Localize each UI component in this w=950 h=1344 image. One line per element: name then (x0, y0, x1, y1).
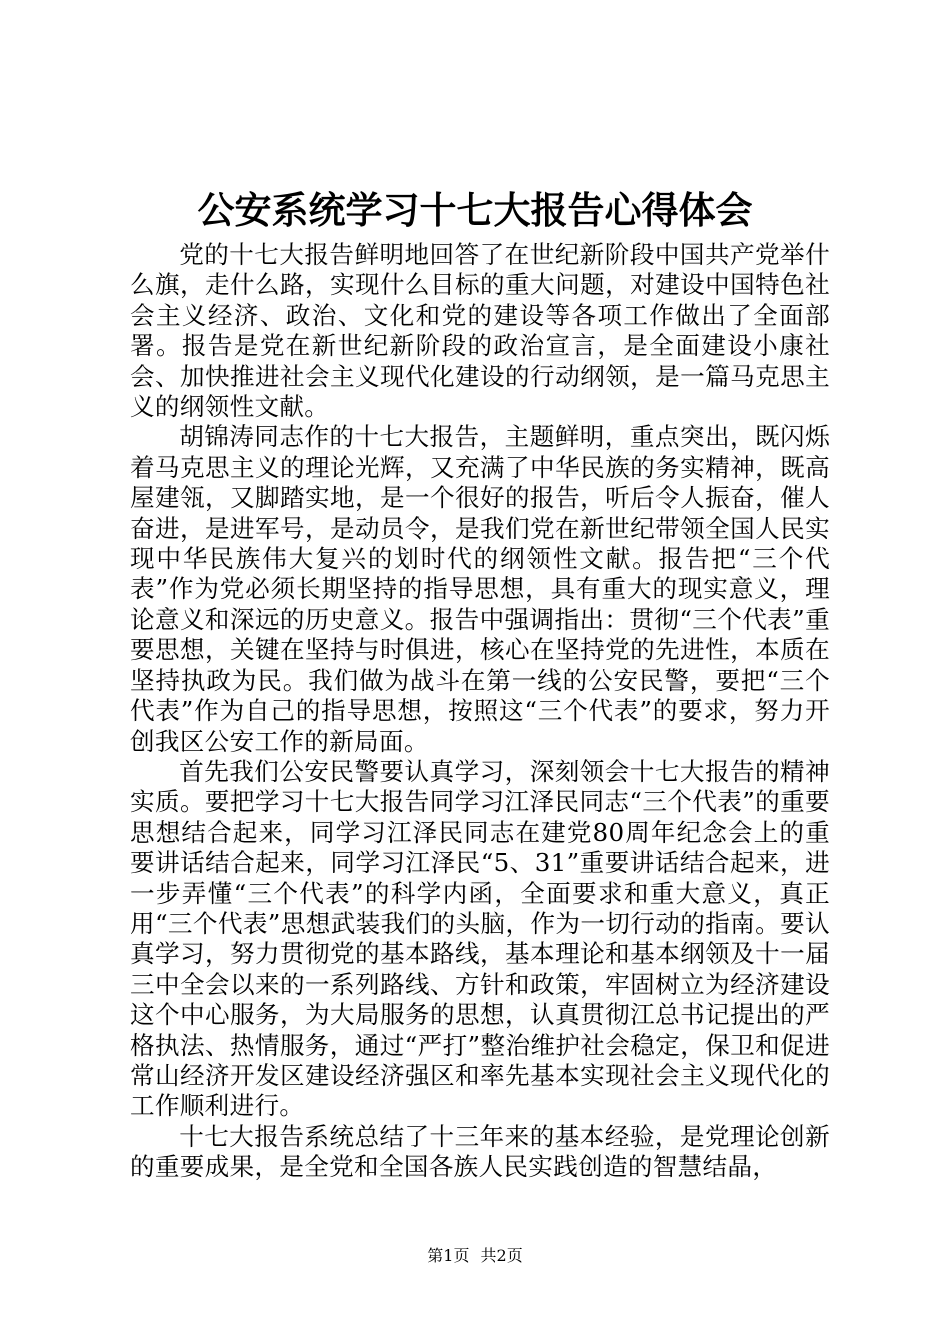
paragraph-3: 首先我们公安民警要认真学习，深刻领会十七大报告的精神实质。要把学习十七大报告同学习江泽民同志“三个代表”的重要思想结合起来，同学习江泽民同志在建党80周年纪念会上的重要讲话结合起来，同学习江泽民“5、31”重要讲话结合起来，进一步弄懂“三个代表”的科学内函，全面要求和重大意义，真正用“三个代表”思想武装我们的头脑，作为一切行动的指南。要认真学习，努力贯彻党的基本路线，基本理论和基本纲领及十一届三中全会以来的一系列路线、方针和政策，牢固树立为经济建设这个中心服务，为大局服务的思想，认真贯彻江总书记提出的严格执法、热情服务，通过“严打”整治维护社会稳定，保卫和促进常山经济开发区建设经济强区和率先基本实现社会主义现代化的工作顺利进行。 (130, 756, 830, 1121)
paragraph-1: 党的十七大报告鲜明地回答了在世纪新阶段中国共产党举什么旗，走什么路，实现什么目标的重大问题，对建设中国特色社会主义经济、政治、文化和党的建设等各项工作做出了全面部署。报告是党在新世纪新阶段的政治宣言，是全面建设小康社会、加快推进社会主义现代化建设的行动纲领，是一篇马克思主义的纲领性文献。 (130, 240, 830, 422)
paragraph-4: 十七大报告系统总结了十三年来的基本经验，是党理论创新的重要成果，是全党和全国各族人民实践创造的智慧结晶， (130, 1121, 830, 1182)
document-body (130, 240, 830, 1183)
page-number: 第1页 (427, 1246, 470, 1265)
paragraph-2: 胡锦涛同志作的十七大报告，主题鲜明，重点突出，既闪烁着马克思主义的理论光辉，又充满了中华民族的务实精神，既高屋建瓴，又脚踏实地，是一个很好的报告，听后令人振奋，催人奋进，是进军号，是动员令，是我们党在新世纪带领全国人民实现中华民族伟大复兴的划时代的纲领性文献。报告把“三个代表”作为党必须长期坚持的指导思想，具有重大的现实意义，理论意义和深远的历史意义。报告中强调指出：贯彻“三个代表”重要思想，关键在坚持与时俱进，核心在坚持党的先进性，本质在坚持执政为民。我们做为战斗在第一线的公安民警，要把“三个代表”作为自己的指导思想，按照这“三个代表”的要求，努力开创我区公安工作的新局面。 (130, 422, 830, 756)
document-title: 公安系统学习十七大报告心得体会 (197, 188, 753, 232)
page-footer (0, 1246, 950, 1266)
page-total: 共2页 (480, 1246, 523, 1265)
